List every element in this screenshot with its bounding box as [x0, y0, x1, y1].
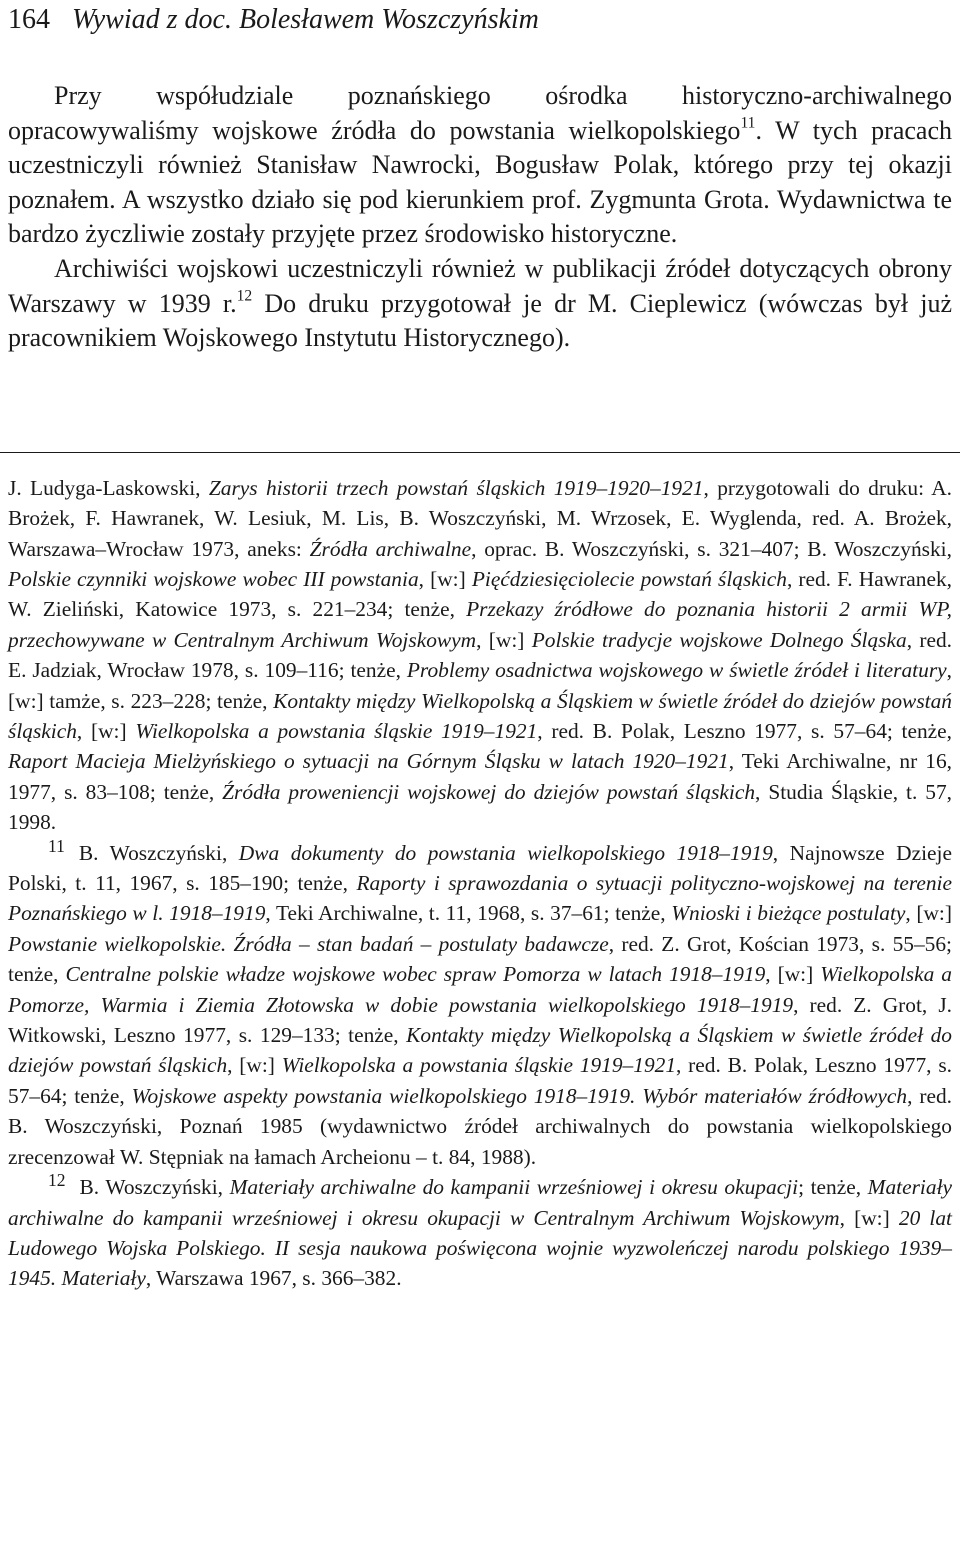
footnote-11: $^{11}$ B. Woszczyński, Dwa dokumenty do powstania wielkopolskiego 1918–1919, Najnowsze Dzieje Polski, t. 11, 1967, s. 185–190; tenże, Raporty i sprawozdania o sytuacji polityczno-wojskowej na terenie Poznańskiego w l. 1918–1919, Teki Archiwalne, t. 11, 1968, s. 37–61; tenże, Wnioski i bieżące postulaty, [w:] Powstanie wielkopolskie. Źródła – stan badań – postulaty badawcze, red. Z. Grot, Kościan 1973, s. 55–56; tenże, Centralne polskie władze wojskowe wobec spraw Pomorza w latach 1918–1919, [w:] Wielkopolska a Pomorze, Warmia i Ziemia Złotowska w dobie powstania wielkopolskiego 1918–1919, red. Z. Grot, J. Witkowski, Leszno 1977, s. 129–133; tenże, Kontakty między Wielkopolską a Śląskiem w świetle źródeł do dziejów powstań śląskich, [w:] Wielkopolska a powstania śląskie 1919–1921, red. B. Polak, Leszno 1977, s. 57–64; tenże, Wojskowe aspekty powstania wielkopolskiego 1918–1919. Wybór materiałów źródłowych, red. B. Woszczyński, Poznań 1985 (wydawnictwo źródeł archiwalnych do powstania wielkopolskiego zrecenzował W. Stępniak na łamach Archeionu – t. 84, 1988). [8, 835, 953, 1169]
paragraph: Archiwiści wojskowi uczestniczyli również w publikacji źródeł dotyczących obrony Warszawy w 1939 r.$^{12}$ Do druku przygotował je dr M. Cieplewicz (wówczas był już pracownikiem Wojskowego Instytutu Historycznego). [8, 253, 952, 353]
footnote-mark: 12 [48, 1170, 66, 1191]
paragraph: Przy współudziale poznańskiego ośrodka historyczno-archiwalnego opracowywaliśmy wojskowe źródła do powstania wielkopolskiego$^{11}$. W tych pracach uczestniczyli również Stanisław Nawrocki, Bogusław Polak, którego przy tej okazji poznałem. A wszystko działo się pod kierunkiem prof. Zygmunta Grota. Wydawnictwa te bardzo życzliwie zostały przyjęte przez środowisko historyczne. [8, 81, 953, 249]
footnote-separator [0, 452, 960, 453]
footnotes [8, 473, 952, 1294]
footnote-ref: 12 [236, 286, 253, 304]
page-number: 164 [8, 4, 50, 35]
footnote-10-continuation: J. Ludyga-Laskowski, Zarys historii trzech powstań śląskich 1919–1920–1921, przygotowali do druku: A. Brożek, F. Hawranek, W. Lesiuk, M. Lis, B. Woszczyński, M. Wrzosek, E. Wyglenda, red. A. Brożek, Warszawa–Wrocław 1973, aneks: Źródła archiwalne, oprac. B. Woszczyński, s. 321–407; B. Woszczyński, Polskie czynniki wojskowe wobec III powstania, [w:] Pięćdziesięciolecie powstań śląskich, red. F. Hawranek, W. Zieliński, Katowice 1973, s. 221–234; tenże, Przekazy źródłowe do poznania historii 2 armii WP, przechowywane w Centralnym Archiwum Wojskowym, [w:] Polskie tradycje wojskowe Dolnego Śląska, red. E. Jadziak, Wrocław 1978, s. 109–116; tenże, Problemy osadnictwa wojskowego w świetle źródeł i literatury, [w:] tamże, s. 223–228; tenże, Kontakty między Wielkopolską a Śląskiem w świetle źródeł do dziejów powstań śląskich, [w:] Wielkopolska a powstania śląskie 1919–1921, red. B. Polak, Leszno 1977, s. 57–64; tenże, Raport Macieja Mielżyńskiego o sytuacji na Górnym Śląsku w latach 1920–1921, Teki Archiwalne, nr 16, 1977, s. 83–108; tenże, Źródła proweniencji wojskowej do dziejów powstań śląskich, Studia Śląskie, t. 57, 1998. [8, 475, 953, 835]
footnote-ref: 11 [740, 113, 756, 131]
footnote-mark: 11 [48, 835, 65, 856]
footnote-12: $^{12}$ B. Woszczyński, Materiały archiwalne do kampanii wrześniowej i okresu okupacji; tenże, Materiały archiwalne do kampanii wrześniowej i okresu okupacji w Centralnym Archiwum Wojskowym, [w:] 20 lat Ludowego Wojska Polskiego. II sesja naukowa poświęcona wojnie wyzwoleńczej narodu polskiego 1939–1945. Materiały, Warszawa 1967, s. 366–382. [8, 1170, 953, 1291]
main-text [8, 79, 952, 356]
running-header [8, 0, 952, 40]
running-title: Wywiad z doc. Bolesławem Woszczyńskim [72, 4, 539, 35]
